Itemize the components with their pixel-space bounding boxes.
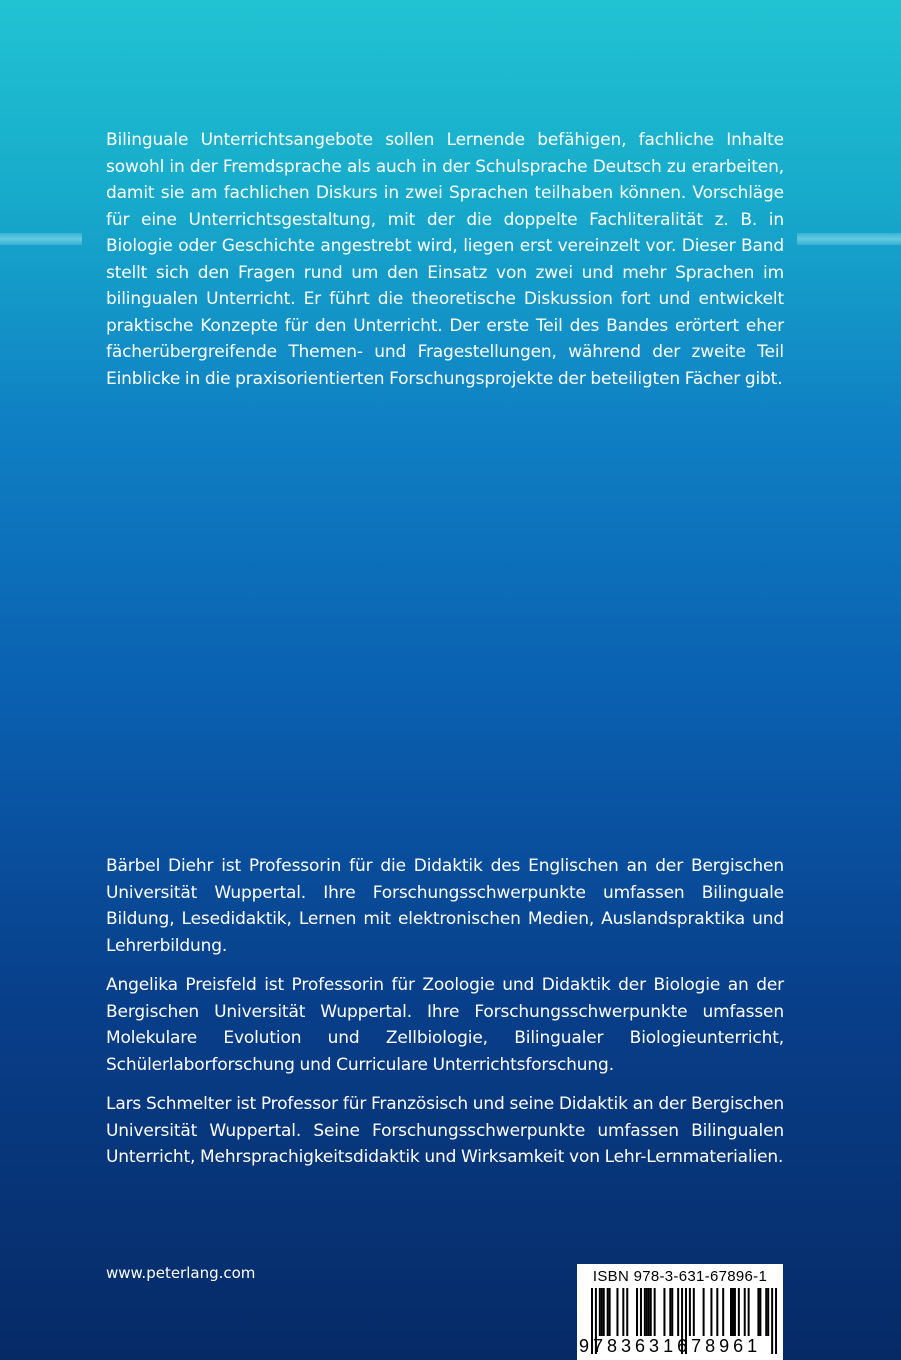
author-bio-schmelter: Lars Schmelter ist Professor für Französisch und seine Didaktik an der Bergischen Universität Wuppertal. Seine Forschungsschwerpunkte umfassen Bilingualen Unterricht, Mehrsprachigkeitsdidaktik und Wirksamkeit von Lehr-Lernmaterialien. (106, 1094, 784, 1167)
barcode-bar (671, 1288, 673, 1336)
barcode-bar (722, 1288, 724, 1336)
decorative-line-right (797, 233, 901, 245)
barcode-bar (626, 1288, 628, 1336)
barcode-bar (716, 1288, 718, 1336)
barcode-bar (616, 1288, 618, 1336)
barcode-bar (693, 1288, 695, 1336)
barcode-bar (646, 1288, 648, 1336)
barcode-bar (622, 1288, 624, 1336)
barcode-bar (744, 1288, 746, 1336)
isbn-digits: 9783631678961 (579, 1336, 762, 1356)
barcode-bar (603, 1288, 605, 1336)
barcode-bar (636, 1288, 638, 1336)
barcode-bar (650, 1288, 652, 1336)
barcode-bar (759, 1288, 761, 1336)
book-description: Bilinguale Unterrichtsangebote sollen Lernende befähigen, fachliche Inhalte sowohl in der Fremdsprache als auch in der Schulsprache Deutsch zu erarbeiten, damit sie am fachlichen Diskurs in zwei Sprachen teilhaben können. Vorschläge für eine Unterrichtsgestaltung, mit der die doppelte Fachliteralität z. B. in Biologie oder Geschichte angestrebt wird, liegen erst vereinzelt vor. Dieser Band stellt sich den Fragen rund um den Einsatz von zwei und mehr Sprachen im bilingualen Unterricht. Er führt die theoretische Diskussion fort und entwickelt praktische Konzepte für den Unterricht. Der erste Teil des Bandes erörtert eher fächerübergreifende Themen- und Fragestellungen, während der zweite Teil Einblicke in die praxisorientierten Forschungsprojekte der beteiligten Fächer gibt. (106, 130, 784, 389)
author-bios (106, 853, 784, 1184)
barcode-bar (710, 1288, 712, 1336)
barcode-bar (734, 1288, 736, 1336)
barcode-bar (663, 1288, 665, 1336)
author-bio-preisfeld: Angelika Preisfeld ist Professorin für Zoologie und Didaktik der Biologie an der Bergischen Universität Wuppertal. Ihre Forschungsschwerpunkte umfassen Molekulare Evolution und Zellbiologie, Bilingualer Biologieunterricht, Schülerlaborforschung und Curriculare Unterrichtsforschung. (106, 975, 784, 1075)
barcode-bar (599, 1288, 601, 1336)
barcode-bar (738, 1288, 740, 1336)
barcode-bar (640, 1288, 642, 1336)
barcode-bar (609, 1288, 611, 1336)
barcode-bar (757, 1288, 759, 1336)
barcode-bar (765, 1288, 767, 1336)
barcode-bar (732, 1288, 734, 1336)
barcode-bar (677, 1288, 679, 1336)
decorative-line-left (0, 233, 82, 245)
barcode-bar (767, 1288, 769, 1336)
barcode-bar (607, 1288, 609, 1336)
barcode-bar (654, 1288, 656, 1336)
isbn-barcode (577, 1264, 783, 1360)
barcode-bar (601, 1288, 603, 1336)
isbn-label: ISBN 978-3-631-67896-1 (592, 1268, 768, 1285)
barcode-bar (644, 1288, 646, 1336)
barcode-bar (669, 1288, 671, 1336)
barcode-bar (748, 1288, 750, 1336)
author-bio-diehr: Bärbel Diehr ist Professorin für die Didaktik des Englischen an der Bergischen Universität Wuppertal. Ihre Forschungsschwerpunkte umfassen Bilinguale Bildung, Lesedidaktik, Lernen mit elektronischen Medien, Auslandspraktika und Lehrerbildung. (106, 856, 784, 956)
barcode-bar (648, 1288, 650, 1336)
barcode-bar (689, 1288, 691, 1336)
barcode-bar (703, 1288, 705, 1336)
publisher-website[interactable]: www.peterlang.com (106, 1264, 256, 1282)
barcode-bar (730, 1288, 732, 1336)
